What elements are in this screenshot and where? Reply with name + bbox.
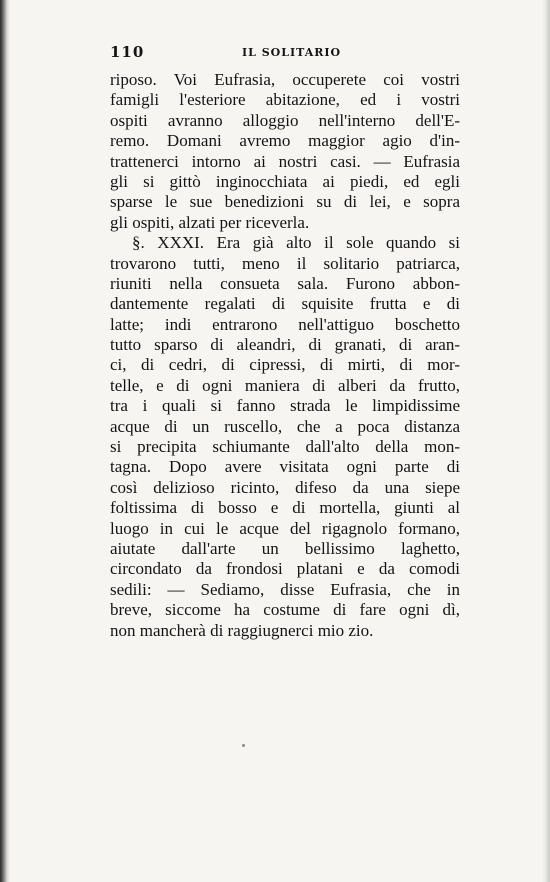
page-edge-left bbox=[0, 0, 10, 882]
paper-speck bbox=[242, 744, 245, 747]
text-line: ospiti avranno alloggio nell'interno dell'E- bbox=[110, 110, 460, 130]
text-line: gli si gittò inginocchiata ai piedi, ed egli bbox=[110, 171, 460, 191]
text-line: così delizioso ricinto, difeso da una siepe bbox=[110, 477, 460, 497]
text-line: non mancherà di raggiugnerci mio zio. bbox=[110, 620, 374, 640]
page-header bbox=[110, 43, 457, 65]
text-line: riuniti nella consueta sala. Furono abbon- bbox=[110, 273, 460, 293]
text-line: remo. Domani avremo maggior agio d'in- bbox=[110, 131, 460, 151]
text-line: si precipita schiumante dall'alto della mon- bbox=[110, 437, 460, 457]
text-line: trattenerci intorno ai nostri casi. — Eufrasia bbox=[110, 151, 460, 171]
text-line: tra i quali si fanno strada le limpidissime bbox=[110, 396, 460, 416]
text-line: breve, siccome ha costume di fare ogni dì, bbox=[110, 600, 460, 620]
text-line: aiutate dall'arte un bellissimo laghetto, bbox=[110, 538, 460, 558]
text-line: famigli l'esteriore abitazione, ed i vostri bbox=[110, 90, 460, 110]
text-line: gli ospiti, alzati per riceverla. bbox=[110, 212, 310, 232]
text-line: latte; indi entrarono nell'attiguo boschetto bbox=[110, 314, 460, 334]
text-line: sedili: — Sediamo, disse Eufrasia, che in bbox=[110, 579, 460, 599]
text-line: acque di un ruscello, che a poca distanza bbox=[110, 416, 460, 436]
text-line: ci, di cedri, di cipressi, di mirti, di mor- bbox=[110, 355, 460, 375]
page-edge-right bbox=[542, 0, 550, 882]
text-line: foltissima di bosso e di mortella, giunti al bbox=[110, 498, 460, 518]
body-text bbox=[110, 70, 460, 641]
text-line: dantemente regalati di squisite frutta e di bbox=[110, 294, 460, 314]
text-line: circondato da frondosi platani e da comodi bbox=[110, 559, 460, 579]
text-line: trovarono tutti, meno il solitario patriarca, bbox=[110, 253, 460, 273]
text-line: telle, e di ogni maniera di alberi da frutto, bbox=[110, 375, 460, 395]
text-line: tutto sparso di aleandri, di granati, di aran- bbox=[110, 335, 460, 355]
text-line: riposo. Voi Eufrasia, occuperete coi vostri bbox=[110, 70, 460, 89]
running-title: IL SOLITARIO bbox=[242, 46, 342, 59]
text-line: tagna. Dopo avere visitata ogni parte di bbox=[110, 457, 460, 477]
section-heading-line: §. XXXI. Era già alto il sole quando si bbox=[132, 233, 460, 253]
text-line: luogo in cui le acque del rigagnolo formano, bbox=[110, 518, 460, 538]
page-number: 110 bbox=[110, 43, 145, 61]
text-line: sparse le sue benedizioni su di lei, e sopra bbox=[110, 192, 460, 212]
